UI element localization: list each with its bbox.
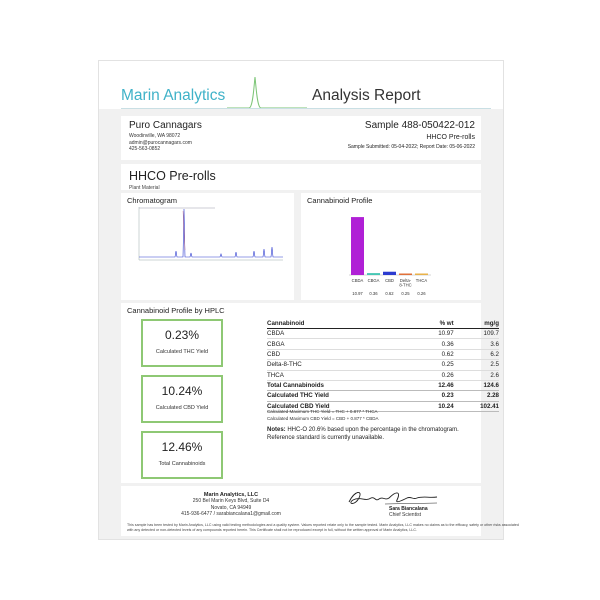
cell-name: Calculated THC Yield (267, 391, 417, 401)
hplc-card (121, 303, 499, 483)
cell-mg: 109.7 (454, 329, 499, 339)
profile-card (301, 193, 481, 300)
cell-wt: 0.62 (417, 349, 454, 359)
col-percent-wt: % wt (417, 319, 454, 329)
thc-calc-note: Calculated Maximum THC Yield = THC + 0.877 * THCA (267, 409, 378, 414)
cell-mg: 3.6 (454, 339, 499, 349)
total-cannabinoids-box (141, 431, 223, 479)
bar-cbda (351, 217, 364, 275)
cell-wt: 0.23 (417, 391, 454, 401)
company-city: Novato, CA 94949 (210, 504, 252, 511)
company-contact: 415-936-6477 / sarabiancalana1@gmail.com (181, 511, 281, 518)
hplc-label: Cannabinoid Profile by HPLC (127, 306, 225, 315)
value-label: 0.25 (401, 291, 410, 296)
value-label: 0.36 (369, 291, 378, 296)
report-title: Analysis Report (312, 87, 421, 104)
bar-cbga (367, 273, 380, 275)
total-row (267, 380, 499, 390)
total-cannabinoids-value: 12.46% (161, 440, 203, 454)
table-row (267, 329, 499, 339)
signer-title: Chief Scientist (389, 512, 421, 518)
chromatogram-card (121, 193, 294, 300)
value-label: 0.62 (385, 291, 394, 296)
cell-mg: 102.41 (454, 401, 499, 411)
chromatogram-label: Chromatogram (127, 196, 178, 205)
bar-thca (415, 274, 428, 276)
footer-company (161, 492, 301, 518)
table-header-row (267, 319, 499, 329)
cell-wt: 10.97 (417, 329, 454, 339)
cell-name: CBD (267, 349, 417, 359)
cell-name: Total Cannabinoids (267, 380, 417, 390)
disclaimer: This sample has been tested by Marin Analytics, LLC using valid testing methodologies and a quality system. Values reported relate only to the sample tested. Marin Analytics, LLC makes no claims as to the efficacy, safety or other risks associated with any detected or non-detected levels of any compounds reported herein. This Certificate shall not be reproduced except in full, without the written approval of Marin Analytics, LLC. (127, 523, 519, 532)
notes-text: HHC-O 20.6% based upon the percentage in the chromatogram. Reference standard is currently unavailable. (267, 427, 459, 441)
notes-label: Notes: (267, 427, 286, 433)
product-card (121, 164, 481, 190)
cell-name: Calculated CBD Yield (267, 401, 417, 411)
cell-mg: 2.5 (454, 360, 499, 370)
tick-label: CBD (385, 278, 394, 283)
cbd-yield-value: 10.24% (161, 384, 203, 398)
cell-mg: 6.2 (454, 349, 499, 359)
report-header (99, 61, 503, 109)
cell-wt: 0.26 (417, 370, 454, 380)
cell-mg: 2.6 (454, 370, 499, 380)
cbd-calc-note: Calculated Maximum CBD Yield = CBD + 0.877 * CBDA (267, 416, 379, 421)
product-title: HHCO Pre-rolls (129, 169, 216, 183)
sample-product: HHCO Pre-rolls (426, 134, 475, 141)
cannabinoid-table (267, 319, 499, 412)
cell-wt: 0.36 (417, 339, 454, 349)
sample-id: Sample 488-050422-012 (364, 120, 475, 131)
cbd-yield-label: Calculated CBD Yield (155, 405, 209, 411)
value-label: 10.97 (352, 291, 363, 296)
client-name: Puro Cannagars (129, 120, 202, 131)
product-subtitle: Plant Material (129, 185, 160, 191)
col-mg-g: mg/g (454, 319, 499, 329)
bar-cbd (383, 272, 396, 275)
table-row (267, 360, 499, 370)
cell-name: CBGA (267, 339, 417, 349)
tick-label: THCA (415, 278, 428, 283)
report-sheet (98, 60, 519, 540)
table-row (267, 339, 499, 349)
tick-label: CBGA (367, 278, 380, 283)
thc-yield-label: Calculated THC Yield (155, 349, 209, 355)
footer-card (121, 486, 519, 536)
header-rule (121, 108, 491, 109)
signer-name: Sara Biancalana (389, 506, 428, 512)
value-label: 0.26 (417, 291, 426, 296)
cannabinoid-bar-chart (301, 193, 481, 300)
cell-name: Delta-8-THC (267, 360, 417, 370)
tick-label: CBDA (351, 278, 364, 283)
total-cannabinoids-label: Total Cannabinoids (158, 461, 206, 467)
cell-wt: 10.24 (417, 401, 454, 411)
sample-dates: Sample Submitted: 05-04-2022; Report Date: 05-06-2022 (347, 144, 475, 150)
brand-name: Marin Analytics (121, 87, 226, 104)
thc-yield-box (141, 319, 223, 367)
thc-yield-value: 0.23% (164, 328, 200, 342)
col-cannabinoid: Cannabinoid (267, 319, 417, 329)
notes (267, 427, 487, 442)
company-address: 250 Bel Marin Keys Blvd, Suite D4 (192, 498, 270, 505)
table-row (267, 370, 499, 380)
table-row (267, 349, 499, 359)
bar-delta-8-thc (399, 274, 412, 276)
profile-label: Cannabinoid Profile (307, 196, 373, 205)
cell-mg: 2.28 (454, 391, 499, 401)
client-card (121, 116, 481, 160)
cell-mg: 124.6 (454, 380, 499, 390)
pulse-logo-icon (227, 75, 307, 109)
client-address (129, 133, 192, 153)
client-email: admin@purocannagars.com (129, 139, 192, 146)
total-row (267, 391, 499, 401)
client-city: Woodinville, WA 98072 (129, 133, 181, 139)
client-phone: 425-563-0852 (129, 146, 161, 152)
cbd-yield-box (141, 375, 223, 423)
cell-wt: 12.46 (417, 380, 454, 390)
tick-label: Delta-8-THC (399, 278, 412, 288)
cell-wt: 0.25 (417, 360, 454, 370)
chromatogram-plot (135, 205, 285, 265)
company-name: Marin Analytics, LLC (203, 492, 259, 498)
cell-name: CBDA (267, 329, 417, 339)
signature-image (345, 488, 441, 508)
cell-name: THCA (267, 370, 417, 380)
